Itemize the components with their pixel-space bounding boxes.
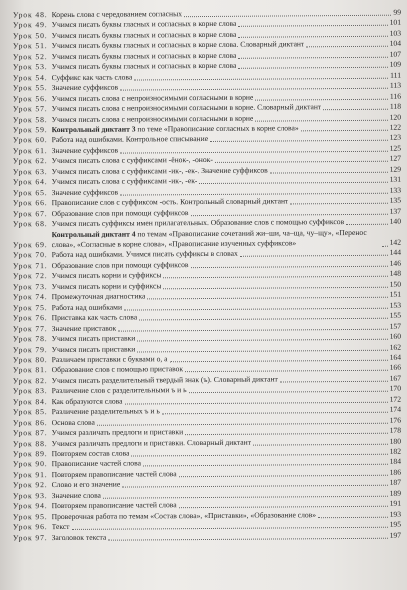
toc-page-number: 101: [389, 18, 401, 28]
toc-page-number: 191: [389, 498, 401, 509]
toc-lesson-title: Контрольный диктант 4 по темам «Правописание сочетаний жи–ши, ча–ща, чу–щу», «Перенос слова», «Согласные в корне слова», «Правописание изученных суффиксов»: [51, 227, 367, 250]
toc-dot-leader: [270, 172, 388, 174]
toc-bold-title-part: Контрольный диктант 3: [51, 124, 136, 135]
toc-lesson-number: Урок 82.: [13, 375, 48, 386]
toc-lesson-number: Урок 90.: [13, 459, 48, 469]
toc-page-number: 195: [389, 519, 401, 529]
toc-page-number: 170: [389, 383, 401, 394]
toc-lesson-title: Правописание частей слова: [51, 458, 141, 469]
toc-page-number: 166: [389, 363, 401, 373]
toc-lesson-title: Образование слов с помощью приставок: [51, 364, 184, 375]
toc-lesson-title: Значение суффиксов: [51, 187, 119, 197]
toc-lesson-title: Работа над ошибками: [51, 302, 123, 312]
toc-page-number: 146: [389, 258, 401, 268]
toc-lesson-title: Учимся различать предлоги и приставки. Словарный диктант: [51, 437, 252, 448]
toc-lesson-number: Урок 92.: [13, 480, 48, 490]
toc-page-number: 172: [389, 394, 401, 404]
toc-lesson-title: Контрольный диктант 3 по теме «Правописание согласных в корне слова»: [51, 123, 299, 135]
toc-lesson-title: Как образуются слова: [51, 396, 123, 406]
toc-page-number: 116: [389, 91, 401, 101]
toc-dot-leader: [290, 203, 387, 205]
toc-dot-leader: [163, 277, 387, 280]
toc-dot-leader: [185, 433, 387, 435]
toc-lesson-title: Работа над ошибками. Учимся писать суффиксы в словах: [51, 249, 238, 260]
toc-page-number: 197: [389, 530, 401, 540]
toc-lesson-number: Урок 57.: [13, 104, 48, 114]
toc-dot-leader: [280, 381, 388, 383]
toc-dot-leader: [199, 182, 387, 184]
toc-page-number: 148: [389, 268, 401, 279]
toc-lesson-title: Различение разделительных ъ и ь: [51, 406, 160, 417]
toc-lesson-title: Слово и его значение: [51, 479, 121, 490]
toc-dot-leader: [238, 26, 387, 28]
toc-dot-leader: [147, 297, 387, 300]
toc-page-number: 129: [389, 164, 401, 174]
toc-dot-leader: [255, 120, 387, 122]
toc-page-number: 131: [389, 174, 401, 184]
toc-lesson-number: Урок 95.: [13, 511, 48, 522]
toc-dot-leader: [346, 224, 387, 225]
toc-page-number: 189: [389, 488, 401, 498]
toc-lesson-number: Урок 53.: [13, 62, 48, 72]
toc-page-number: 164: [389, 352, 401, 362]
toc-lesson-number: Урок 55.: [13, 83, 48, 93]
toc-page-number: 157: [389, 321, 401, 331]
toc-lesson-number: Урок 75.: [13, 302, 48, 313]
toc-lesson-number: Урок 63.: [13, 166, 48, 177]
toc-lesson-number: Урок 94.: [13, 501, 48, 511]
toc-lesson-title: Значение суффиксов: [51, 145, 119, 155]
toc-lesson-number: Урок 91.: [13, 470, 48, 480]
toc-page-number: 167: [389, 373, 401, 383]
toc-lesson-title: Учимся писать корни и суффиксы: [51, 270, 162, 281]
toc-lesson-title: Различаем приставки с буквами о, а: [51, 354, 168, 365]
toc-lesson-title: Основа слова: [51, 417, 95, 427]
toc-dot-leader: [215, 162, 388, 164]
toc-page-number: 118: [389, 101, 401, 111]
toc-lesson-title: Повторяем состав слова: [51, 448, 130, 459]
toc-dot-leader: [318, 517, 388, 518]
table-of-contents: [13, 9, 401, 542]
toc-page-number: 144: [389, 248, 401, 258]
toc-lesson-number: Урок 69.: [13, 240, 48, 250]
toc-dot-leader: [108, 538, 387, 541]
toc-page-number: 120: [389, 112, 401, 122]
toc-lesson-title: Промежуточная диагностика: [51, 291, 146, 302]
toc-page-number: 151: [389, 289, 401, 299]
toc-lesson-number: Урок 70.: [13, 250, 48, 260]
toc-page-number: 182: [389, 446, 401, 456]
toc-lesson-title: Учимся писать буквы гласных и согласных в корне слова: [51, 50, 237, 61]
toc-lesson-title: Учимся писать приставки: [51, 333, 136, 344]
toc-dot-leader: [162, 412, 388, 415]
toc-page-number: 160: [389, 331, 401, 341]
toc-page-number: 133: [389, 185, 401, 195]
toc-page-number: 184: [389, 457, 401, 467]
toc-lesson-title: Учимся писать корни и суффиксы: [51, 281, 162, 291]
toc-lesson-title: Значение приставок: [51, 323, 117, 333]
toc-lesson-title: Значение суффиксов: [51, 82, 119, 93]
toc-page-number: 187: [389, 478, 401, 488]
toc-page-number: 142: [389, 237, 401, 247]
toc-dot-leader: [210, 141, 388, 143]
toc-lesson-title: Работа над ошибками. Контрольное списывание: [51, 134, 209, 145]
toc-lesson-number: Урок 50.: [13, 31, 48, 41]
toc-lesson-number: Урок 61.: [13, 146, 48, 156]
toc-lesson-number: Урок 96.: [13, 522, 48, 532]
toc-page-number: 104: [389, 39, 401, 49]
toc-dot-leader: [122, 486, 387, 489]
toc-lesson-number: Урок 68.: [13, 219, 48, 229]
toc-lesson-title: Правописание слов с суффиксом -ость. Контрольный словарный диктант: [51, 196, 289, 208]
toc-lesson-title: Заголовок текста: [51, 532, 107, 542]
toc-bold-title-part: Контрольный диктант 4: [51, 229, 136, 239]
toc-dot-leader: [137, 339, 387, 342]
toc-dot-leader: [306, 47, 387, 49]
toc-entry: [13, 530, 401, 543]
toc-lesson-number: Урок 62.: [13, 156, 48, 166]
toc-lesson-number: Урок 71.: [13, 260, 48, 271]
toc-dot-leader: [255, 99, 388, 101]
toc-page-number: 140: [389, 216, 401, 226]
toc-page-number: 127: [389, 153, 401, 164]
toc-lesson-number: Урок 93.: [13, 490, 48, 501]
toc-lesson-number: Урок 88.: [13, 438, 48, 448]
toc-lesson-number: Урок 60.: [13, 135, 48, 145]
toc-lesson-number: Урок 59.: [13, 125, 48, 135]
toc-lesson-number: Урок 74.: [13, 292, 48, 302]
toc-page-number: 155: [389, 310, 401, 320]
toc-dot-leader: [185, 371, 387, 373]
toc-lesson-title: Образование слов при помощи суффиксов: [51, 260, 189, 270]
toc-lesson-title: Приставка как часть слова: [51, 312, 138, 323]
toc-lesson-title: Учимся писать слова с непроизносимыми согласными в корне: [51, 92, 254, 103]
toc-lesson-number: Урок 78.: [13, 334, 48, 344]
toc-page-number: 107: [389, 49, 401, 59]
toc-lesson-number: Урок 97.: [13, 532, 48, 543]
toc-lesson-number: Урок 67.: [13, 208, 48, 218]
toc-lesson-number: Урок 86.: [13, 417, 48, 428]
toc-lesson-title: Текст: [51, 522, 70, 532]
toc-lesson-title: Учимся писать приставки: [51, 344, 136, 354]
toc-dot-leader: [238, 36, 387, 38]
toc-dot-leader: [238, 67, 387, 69]
toc-lesson-number: Урок 66.: [13, 198, 48, 208]
toc-lesson-title: Корень слова с чередованием согласных: [51, 9, 183, 20]
toc-lesson-title: Учимся писать буквы гласных и согласных в корне слова: [51, 61, 237, 72]
toc-lesson-title: Повторяем правописание частей слова: [51, 500, 177, 511]
toc-page-number: 150: [389, 279, 401, 289]
toc-page-number: 137: [389, 206, 401, 216]
toc-dot-leader: [253, 444, 388, 446]
toc-dot-leader: [191, 214, 388, 216]
toc-dot-leader: [240, 256, 388, 258]
toc-lesson-number: Урок 85.: [13, 407, 48, 417]
toc-lesson-title: Учимся писать слова с непроизносимыми согласными в корне: [51, 113, 254, 124]
toc-page-number: 113: [389, 80, 401, 90]
toc-lesson-number: Урок 48.: [13, 10, 48, 20]
toc-lesson-title: Учимся писать буквы гласных и согласных в корне слова: [51, 29, 237, 40]
toc-lesson-title: Проверочная работа по темам «Состав слова», «Приставки», «Образование слов»: [51, 509, 317, 521]
toc-lesson-title: Учимся писать слова с непроизносимыми согласными в корне. Словарный диктант: [51, 102, 322, 114]
toc-lesson-number: Урок 54.: [13, 72, 48, 83]
toc-page-number: 103: [389, 28, 401, 38]
toc-lesson-title: Учимся различать предлоги и приставки: [51, 427, 184, 438]
toc-lesson-number: Урок 81.: [13, 365, 48, 375]
toc-dot-leader: [238, 57, 387, 59]
toc-lesson-number: Урок 58.: [13, 114, 48, 124]
toc-page-number: 180: [389, 436, 401, 446]
toc-lesson-title: Учимся писать слова с суффиксами -ик-, -ек-. Значение суффиксов: [51, 165, 268, 176]
toc-lesson-title: Различение слов с разделительными ъ и ь: [51, 385, 187, 396]
toc-lesson-title: Учимся писать буквы гласных и согласных в корне слова. Словарный диктант: [51, 39, 305, 51]
toc-lesson-number: Урок 52.: [13, 51, 48, 62]
toc-page-number: 111: [390, 70, 401, 80]
toc-page-number: 99: [393, 7, 401, 17]
toc-page-number: 153: [389, 300, 401, 310]
toc-page-number: 178: [389, 425, 401, 435]
toc-page-number: 176: [389, 415, 401, 425]
toc-lesson-title: Суффикс как часть слова: [51, 72, 133, 82]
toc-dot-leader: [323, 109, 388, 110]
toc-lesson-number: Урок 77.: [13, 323, 48, 333]
toc-lesson-number: Урок 73.: [13, 281, 48, 292]
toc-lesson-title: Учимся писать слова с суффиксами -ик-, -ек-: [51, 176, 198, 187]
toc-page-number: 162: [389, 342, 401, 352]
toc-lesson-number: Урок 49.: [13, 20, 48, 30]
toc-lesson-number: Урок 51.: [13, 41, 48, 51]
toc-lesson-number: Урок 65.: [13, 187, 48, 198]
toc-lesson-title: Повторяем правописание частей слова: [51, 469, 177, 480]
toc-page-number: 125: [389, 143, 401, 153]
toc-lesson-number: Урок 87.: [13, 428, 48, 438]
toc-dot-leader: [179, 506, 388, 508]
toc-dot-leader: [382, 245, 388, 246]
toc-dot-leader: [139, 318, 388, 321]
toc-lesson-title: Значение слова: [51, 490, 101, 500]
toc-lesson-title: Учимся писать суффиксы имен прилагательных. Образование слов с помощью суффиксов: [51, 217, 345, 229]
toc-lesson-title: Образование слов при помощи суффиксов: [51, 207, 189, 218]
toc-page-number: 122: [389, 122, 401, 132]
toc-lesson-title: Учимся писать слова с суффиксами -ёнок-, -онок-: [51, 155, 213, 166]
toc-dot-leader: [143, 465, 388, 468]
toc-lesson-number: Урок 76.: [13, 313, 48, 323]
toc-lesson-number: Урок 72.: [13, 271, 48, 281]
toc-page-number: 123: [389, 133, 401, 143]
toc-page-number: 174: [389, 404, 401, 414]
toc-page-number: 135: [389, 195, 401, 205]
toc-lesson-title: Учимся писать буквы гласных и согласных в корне слова: [51, 19, 237, 30]
toc-lesson-number: Урок 80.: [13, 355, 48, 365]
toc-lesson-number: Урок 84.: [13, 396, 48, 407]
toc-dot-leader: [120, 88, 388, 91]
toc-lesson-number: Урок 83.: [13, 386, 48, 396]
toc-dot-leader: [189, 392, 388, 394]
toc-lesson-number: Урок 89.: [13, 449, 48, 459]
toc-dot-leader: [301, 130, 388, 132]
toc-page-number: 186: [389, 467, 401, 477]
toc-lesson-number: Урок 56.: [13, 93, 48, 103]
toc-lesson-number: Урок 64.: [13, 177, 48, 187]
toc-lesson-title: Учимся писать разделительный твердый знак (ъ). Словарный диктант: [51, 374, 278, 385]
toc-page-number: 109: [389, 59, 401, 69]
toc-lesson-number: Урок 79.: [13, 344, 48, 354]
toc-page-number: 193: [389, 509, 401, 519]
